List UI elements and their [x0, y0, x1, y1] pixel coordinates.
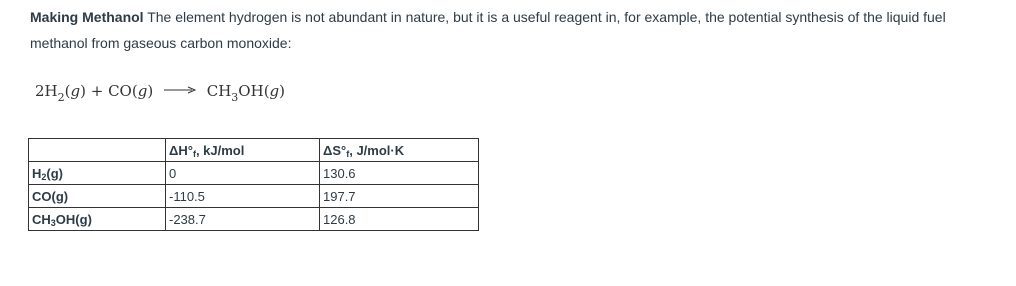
- phase-label: g: [70, 82, 81, 100]
- product-methanol-rest: OH: [238, 82, 264, 100]
- reaction-arrow-icon: [164, 86, 196, 94]
- table-header-row: [29, 139, 479, 162]
- chemical-equation: $2H_2(g) + CO(g)$ $CH_3OH(g)$: [35, 82, 286, 104]
- header-empty-cell: [29, 139, 166, 162]
- table-row: [29, 208, 479, 231]
- intro-title: Making Methanol: [30, 9, 144, 25]
- entropy-value: 197.7: [320, 185, 479, 208]
- product-methanol: CH: [206, 82, 232, 100]
- intro-text: The element hydrogen is not abundant in nature, but it is a useful reagent in, for example, the potential synthesis of the liquid fuel methanol from gaseous carbon monoxide:: [30, 9, 946, 51]
- phase-label: g: [137, 82, 148, 100]
- product-subscript: 3: [231, 91, 239, 104]
- entropy-value: 130.6: [320, 162, 479, 185]
- enthalpy-value: 0: [166, 162, 320, 185]
- row-label-h2: $H_2(g)$: [29, 162, 166, 185]
- entropy-value: 126.8: [320, 208, 479, 231]
- table-row: [29, 162, 479, 185]
- enthalpy-value: -110.5: [166, 185, 320, 208]
- enthalpy-value: -238.7: [166, 208, 320, 231]
- reactant-hydrogen: 2H: [35, 82, 58, 100]
- intro-paragraph: [30, 4, 1000, 56]
- row-label-ch3oh: $CH_3OH(g)$: [29, 208, 166, 231]
- table-row: [29, 185, 479, 208]
- thermo-data-table: [28, 138, 479, 231]
- header-enthalpy: $\Delta H^\circ_f$, kJ/mol: [166, 139, 320, 162]
- reactant-hydrogen-subscript: 2: [57, 91, 65, 104]
- reactant-carbon-monoxide: CO: [108, 82, 132, 100]
- plus-sign: +: [90, 82, 104, 100]
- row-label-co: CO(g): [29, 185, 166, 208]
- phase-label: g: [269, 82, 280, 100]
- header-entropy: $\Delta S^\circ_f$, J/mol·K: [320, 139, 479, 162]
